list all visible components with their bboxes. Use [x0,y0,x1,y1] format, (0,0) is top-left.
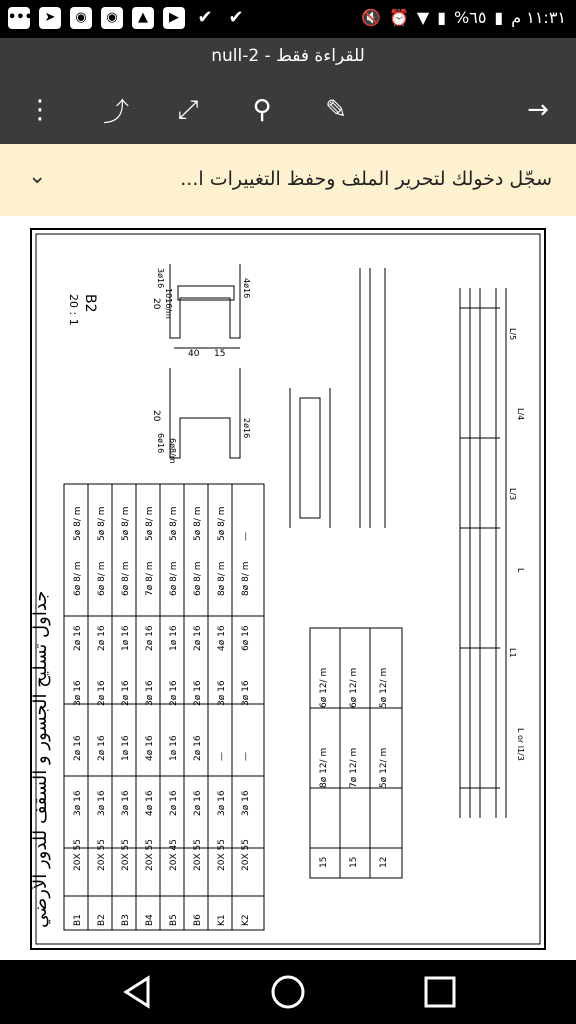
document-viewer[interactable] [0,216,576,960]
table-cell: 6ø 8/ m [193,561,203,596]
dim-15: 15 [214,349,226,359]
table-cell: 2ø 16 [169,680,179,706]
table-cell: B2 [97,914,107,926]
overflow-menu-icon[interactable]: ⋮ [27,95,53,125]
table-cell: 3ø 16 [145,680,155,706]
table-cell: 5ø 8/ m [73,506,83,541]
table-cell: 2ø 16 [97,735,107,761]
status-right [361,8,566,27]
table-cell: 1ø 16 [121,625,131,651]
slab-cell: 12 [379,856,389,868]
toolbar [0,86,576,136]
section-label-5: 6ø16 [156,433,165,454]
section-label-2: 3ø16 [156,268,165,289]
table-cell: 6ø 8/ m [121,561,131,596]
table-cell: 3ø 16 [97,790,107,816]
slab-cell: 6ø 12/ m [319,667,329,708]
table-cell: 20X 45 [169,839,179,871]
back-icon[interactable] [118,972,158,1012]
search-icon[interactable]: ⚲ [252,95,272,125]
table-cell: 2ø 16 [73,735,83,761]
span-label: L1 [508,648,517,658]
section-label-4: 2ø16 [242,418,251,439]
more-icon: ••• [8,7,30,29]
reinforcement-table [64,484,264,930]
slab-cell: 6ø 12/ m [349,667,359,708]
table-cell: 5ø 8/ m [217,506,227,541]
check-icon: ✔ [228,7,244,28]
battery-icon: ▮ [494,8,504,27]
table-cell: B5 [169,914,179,926]
table-cell: 2ø 16 [145,625,155,651]
table-cell: 3ø 16 [217,790,227,816]
table-cell: B3 [121,914,131,926]
share-icon[interactable]: ⤴ [102,97,129,128]
table-cell: 3ø 16 [217,680,227,706]
edit-icon[interactable]: ✎ [325,95,347,125]
check-icon: ✔ [197,7,213,28]
section-label-3: 4ø16 [242,278,251,299]
telegram-icon: ➤ [39,7,61,29]
table-cell: 3ø 16 [121,790,131,816]
table-cell: — [241,752,251,761]
table-cell: 5ø 8/ m [145,506,155,541]
beam-sections [170,264,240,458]
span-label: L/4 [516,408,525,421]
banner-text: سجّل دخولك لتحرير الملف وحفظ التغييرات ا... [180,168,552,190]
table-cell: 20X 55 [193,839,203,871]
table-cell: B1 [73,914,83,926]
status-bar [0,0,576,38]
wifi-icon: ▼ [416,8,430,27]
table-cell: 6ø 8/ m [97,561,107,596]
table-cell: 1ø 16 [121,735,131,761]
home-icon[interactable] [268,972,308,1012]
table-cell: 4ø 16 [145,790,155,816]
document-title: null-2 - للقراءة فقط [211,46,365,66]
table-cell: 5ø 8/ m [121,506,131,541]
table-cell: 2ø 16 [193,680,203,706]
table-cell: 8ø 8/ m [217,561,227,596]
table-cell: 1ø 16 [169,625,179,651]
table-cell: 8ø 8/ m [241,561,251,596]
slab-cell: 15 [349,856,359,868]
table-cell: 2ø 16 [121,680,131,706]
app-bar [0,38,576,144]
notification-icons [8,7,247,29]
span-label: L [516,568,525,573]
table-cell: 6ø 16 [241,625,251,651]
span-label: L or l1/3 [516,728,525,761]
table-cell: 3ø 16 [73,680,83,706]
camera-icon: ◉ [70,7,92,29]
slab-cell: 5ø 12/ m [379,667,389,708]
table-cell: 20X 55 [121,839,131,871]
fullscreen-icon[interactable]: ⤢ [177,94,199,125]
table-cell: — [217,752,227,761]
section-label-6: 6ø8/m [168,438,177,464]
table-cell: 20X 55 [73,839,83,871]
table-cell: 6ø 8/ m [169,561,179,596]
drawing-title: جداول تسليح الجسور و السقف للدور الأرضي [30,590,51,928]
slab-table [310,628,402,878]
engineering-drawing [30,228,546,950]
table-cell: 4ø 16 [217,625,227,651]
slab-cell: 7ø 12/ m [349,747,359,788]
clock: ١١:٣١ م [511,8,566,27]
camera-icon: ◉ [101,7,123,29]
table-cell: B4 [145,914,155,926]
table-cell: K2 [241,914,251,926]
table-cell: K1 [217,914,227,926]
alarm-icon: ⏰ [388,8,409,27]
table-cell: 3ø 16 [73,790,83,816]
table-cell: 2ø 16 [97,625,107,651]
table-cell: 2ø 16 [169,790,179,816]
table-cell: 7ø 8/ m [145,561,155,596]
section-label-1: 1016/m [164,288,173,319]
dim-40: 40 [188,349,200,359]
table-cell: 2ø 16 [193,625,203,651]
system-nav-bar [0,960,576,1024]
table-cell: 20X 55 [97,839,107,871]
span-label: L/3 [508,488,517,501]
table-cell: — [241,532,251,541]
table-cell: 5ø 8/ m [97,506,107,541]
table-cell: 2ø 16 [193,790,203,816]
scale-label: 20 : 1 [67,294,80,326]
table-cell: 4ø 16 [145,735,155,761]
dim-20b: 20 [151,410,161,422]
table-cell: 1ø 16 [169,735,179,761]
slab-cell: 5ø 12/ m [379,747,389,788]
table-cell: 2ø 16 [73,625,83,651]
dim-20a: 20 [151,298,161,310]
beam-label: B2 [82,294,98,313]
table-cell: 3ø 16 [241,680,251,706]
slab-cell: 15 [319,856,329,868]
signin-banner[interactable] [0,144,576,217]
span-label: L/5 [508,328,517,341]
table-cell: 20X 55 [241,839,251,871]
table-cell: 6ø 8/ m [73,561,83,596]
drawing-page [30,228,546,950]
youtube-icon: ▶ [163,7,185,29]
slab-cell: 8ø 12/ m [319,747,329,788]
signal-icon: ▮ [437,8,447,27]
gallery-icon: ▲ [132,7,154,29]
beam-elevation [290,268,506,818]
table-cell: 20X 55 [145,839,155,871]
forward-arrow-icon[interactable]: → [527,95,549,125]
chevron-down-icon[interactable]: ⌄ [28,164,47,189]
table-cell: 2ø 16 [97,680,107,706]
table-cell: 2ø 16 [193,735,203,761]
table-cell: 5ø 8/ m [169,506,179,541]
table-cell: 3ø 16 [241,790,251,816]
table-cell: 20X 55 [217,839,227,871]
table-cell: 5ø 8/ m [193,506,203,541]
battery-level: %٦٥ [454,8,487,27]
mute-icon: 🔇 [361,8,381,27]
recents-icon[interactable] [420,972,460,1012]
table-cell: B6 [193,914,203,926]
